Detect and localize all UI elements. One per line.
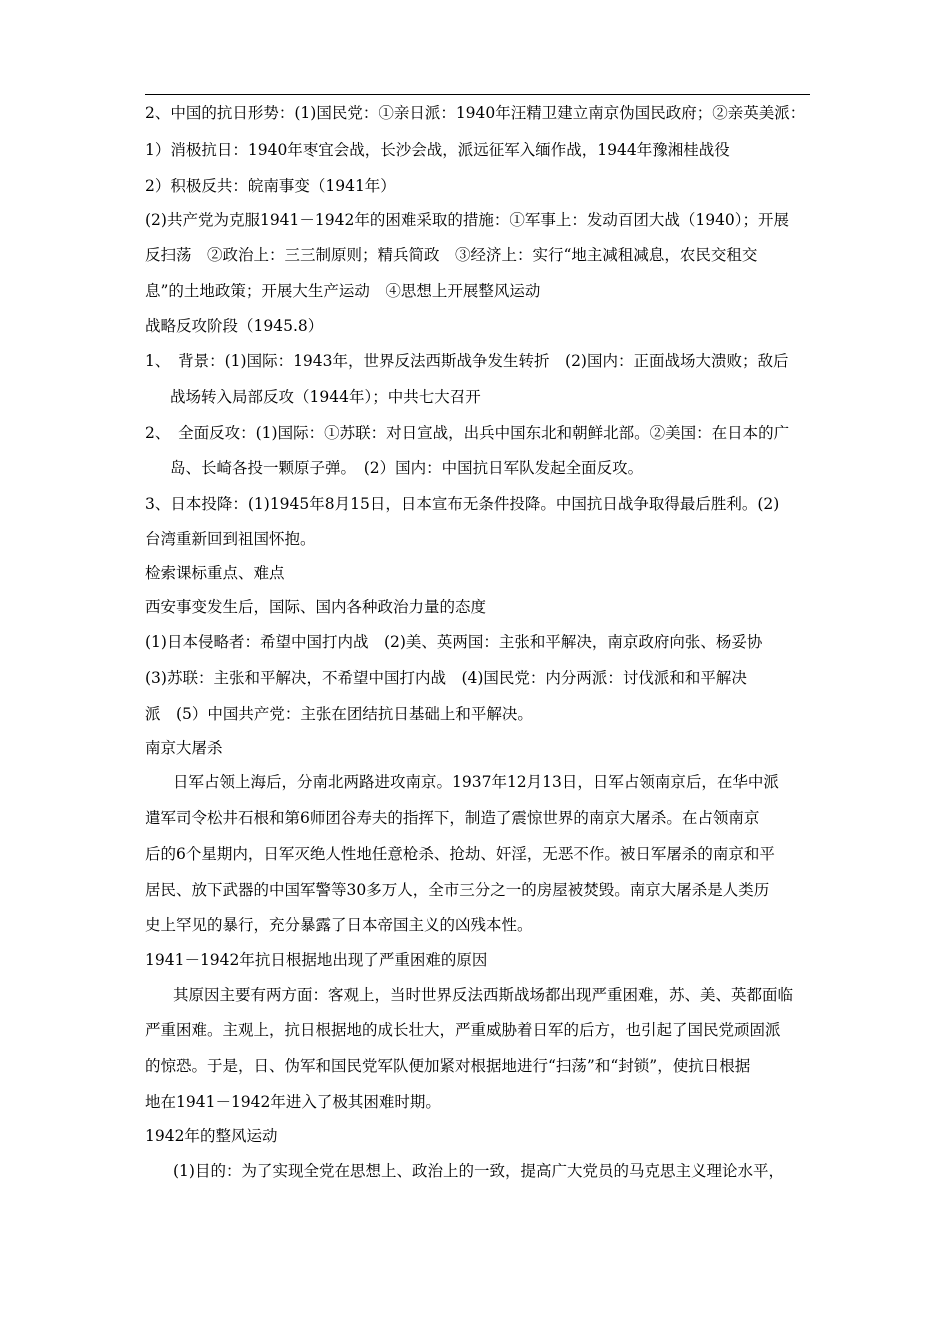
section-heading: 战略反攻阶段（1945.8） <box>145 317 324 335</box>
section-heading: 南京大屠杀 <box>145 739 223 757</box>
text-line: 居民、放下武器的中国军警等30多万人，全市三分之一的房屋被焚毁。南京大屠杀是人类历 <box>145 881 770 899</box>
section-heading: 检索课标重点、难点 <box>145 564 285 582</box>
section-heading: 1941－1942年抗日根据地出现了严重困难的原因 <box>145 951 488 969</box>
text-line: 日军占领上海后，分南北两路进攻南京。1937年12月13日，日军占领南京后，在华中派 <box>173 773 779 791</box>
text-line: 战场转入局部反攻（1944年）；中共七大召开 <box>170 388 481 406</box>
text-line: 后的6个星期内，日军灭绝人性地任意枪杀、抢劫、奸淫，无恶不作。被日军屠杀的南京和平 <box>145 845 775 863</box>
text-line: (1)日本侵略者：希望中国打内战 (2)美、英两国：主张和平解决，南京政府向张、杨妥协 <box>145 633 763 651</box>
text-line: 遣军司令松井石根和第6师团谷寿夫的指挥下，制造了震惊世界的南京大屠杀。在占领南京 <box>145 809 760 827</box>
text-line: 2）积极反共：皖南事变（1941年） <box>145 177 396 195</box>
text-line: 2、中国的抗日形势：(1)国民党：①亲日派：1940年汪精卫建立南京伪国民政府；②亲英美派： <box>145 104 806 122</box>
text-line: (3)苏联：主张和平解决，不希望中国打内战 (4)国民党：内分两派：讨伐派和和平解决 <box>145 669 747 687</box>
text-line: 1）消极抗日：1940年枣宜会战，长沙会战，派远征军入缅作战，1944年豫湘桂战役 <box>145 141 730 159</box>
text-line: 台湾重新回到祖国怀抱。 <box>145 530 316 548</box>
text-line: 3、日本投降：(1)1945年8月15日，日本宣布无条件投降。中国抗日战争取得最后胜利。(2) <box>145 495 780 513</box>
text-line: 严重困难。主观上，抗日根据地的成长壮大，严重威胁着日军的后方，也引起了国民党顽固派 <box>145 1021 781 1039</box>
text-line: 2、 全面反攻：(1)国际：①苏联：对日宣战，出兵中国东北和朝鲜北部。②美国：在日本的广 <box>145 424 790 442</box>
section-heading: 1942年的整风运动 <box>145 1127 278 1145</box>
section-heading: 西安事变发生后，国际、国内各种政治力量的态度 <box>145 598 487 616</box>
text-line: (2)共产党为克服1941－1942年的困难采取的措施：①军事上：发动百团大战（1940）；开展 <box>145 211 790 229</box>
text-line: 地在1941－1942年进入了极其困难时期。 <box>145 1093 441 1111</box>
text-line: 息”的土地政策；开展大生产运动 ④思想上开展整风运动 <box>145 282 541 300</box>
text-line: 岛、长崎各投一颗原子弹。 (2）国内：中国抗日军队发起全面反攻。 <box>170 459 644 477</box>
text-line: 的惊恐。于是，日、伪军和国民党军队便加紧对根据地进行“扫荡”和“封锁”，使抗日根据 <box>145 1057 751 1075</box>
text-line: 史上罕见的暴行，充分暴露了日本帝国主义的凶残本性。 <box>145 916 533 934</box>
text-line: 其原因主要有两方面：客观上，当时世界反法西斯战场都出现严重困难，苏、美、英都面临 <box>173 986 794 1004</box>
text-line: 1、 背景：(1)国际：1943年，世界反法西斯战争发生转折 (2)国内：正面战场大溃败；敌后 <box>145 352 789 370</box>
header-rule <box>145 94 810 95</box>
text-line: (1)目的：为了实现全党在思想上、政治上的一致，提高广大党员的马克思主义理论水平， <box>173 1162 784 1180</box>
text-line: 派 (5）中国共产党：主张在团结抗日基础上和平解决。 <box>145 705 533 723</box>
text-line: 反扫荡 ②政治上：三三制原则；精兵简政 ③经济上：实行“地主减租减息，农民交租交 <box>145 246 758 264</box>
